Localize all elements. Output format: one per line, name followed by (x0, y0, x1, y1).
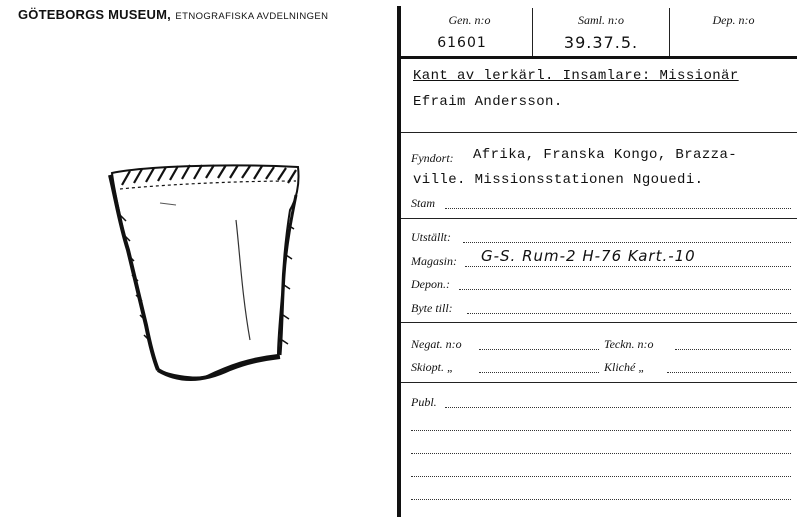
fyndort-line-1: Afrika, Franska Kongo, Brazza- (473, 147, 738, 163)
stam-label: Stam (411, 196, 435, 210)
section-rule (401, 132, 797, 133)
skiopt-line (479, 372, 599, 373)
gen-no-value: 61601 (437, 35, 487, 51)
kliche-line (667, 372, 791, 373)
depon-line (459, 289, 791, 290)
publ-label: Publ. (411, 395, 437, 409)
saml-no-label: Saml. n:o (578, 13, 624, 27)
byte-till-line (467, 313, 791, 314)
negat-label: Negat. n:o (411, 337, 462, 351)
section-rule (401, 382, 797, 383)
byte-till-label: Byte till: (411, 301, 453, 315)
card-left-border (397, 6, 401, 517)
description-line-2: Efraim Andersson. (413, 94, 563, 110)
publ-line (411, 499, 791, 500)
dep-no-label: Dep. n:o (712, 13, 755, 27)
gen-no-label: Gen. n:o (448, 13, 491, 27)
publ-line (411, 430, 791, 431)
utstallt-label: Utställt: (411, 230, 452, 244)
description-line-1: Kant av lerkärl. Insamlare: Missionär (413, 68, 739, 84)
publ-line (411, 476, 791, 477)
utstallt-line (463, 242, 791, 243)
publ-line (411, 453, 791, 454)
depon-label: Depon.: (411, 277, 450, 291)
kliche-label: Kliché „ (604, 360, 645, 374)
negat-line (479, 349, 599, 350)
skiopt-label: Skiopt. „ (411, 360, 454, 374)
fyndort-line-2: ville. Missionsstationen Ngouedi. (413, 172, 704, 188)
magasin-line (465, 266, 791, 267)
department-name: ETNOGRAFISKA AVDELNINGEN (175, 11, 329, 22)
section-rule (401, 322, 797, 323)
teckn-line (675, 349, 791, 350)
museum-name: GÖTEBORGS MUSEUM, (18, 7, 171, 22)
publ-line (445, 407, 791, 408)
catalogue-card (397, 0, 800, 517)
stam-line (445, 208, 791, 209)
pottery-rim-fragment-sketch-icon (100, 155, 310, 390)
fyndort-label: Fyndort: (411, 151, 454, 165)
museum-header (18, 6, 328, 24)
section-rule (401, 218, 797, 219)
header-rule (397, 56, 797, 59)
teckn-label: Teckn. n:o (604, 337, 654, 351)
saml-no-value: 39.37.5. (563, 33, 639, 52)
magasin-label: Magasin: (411, 254, 457, 268)
magasin-value: G-S. Rum-2 H-76 Kart.-10 (481, 247, 696, 265)
